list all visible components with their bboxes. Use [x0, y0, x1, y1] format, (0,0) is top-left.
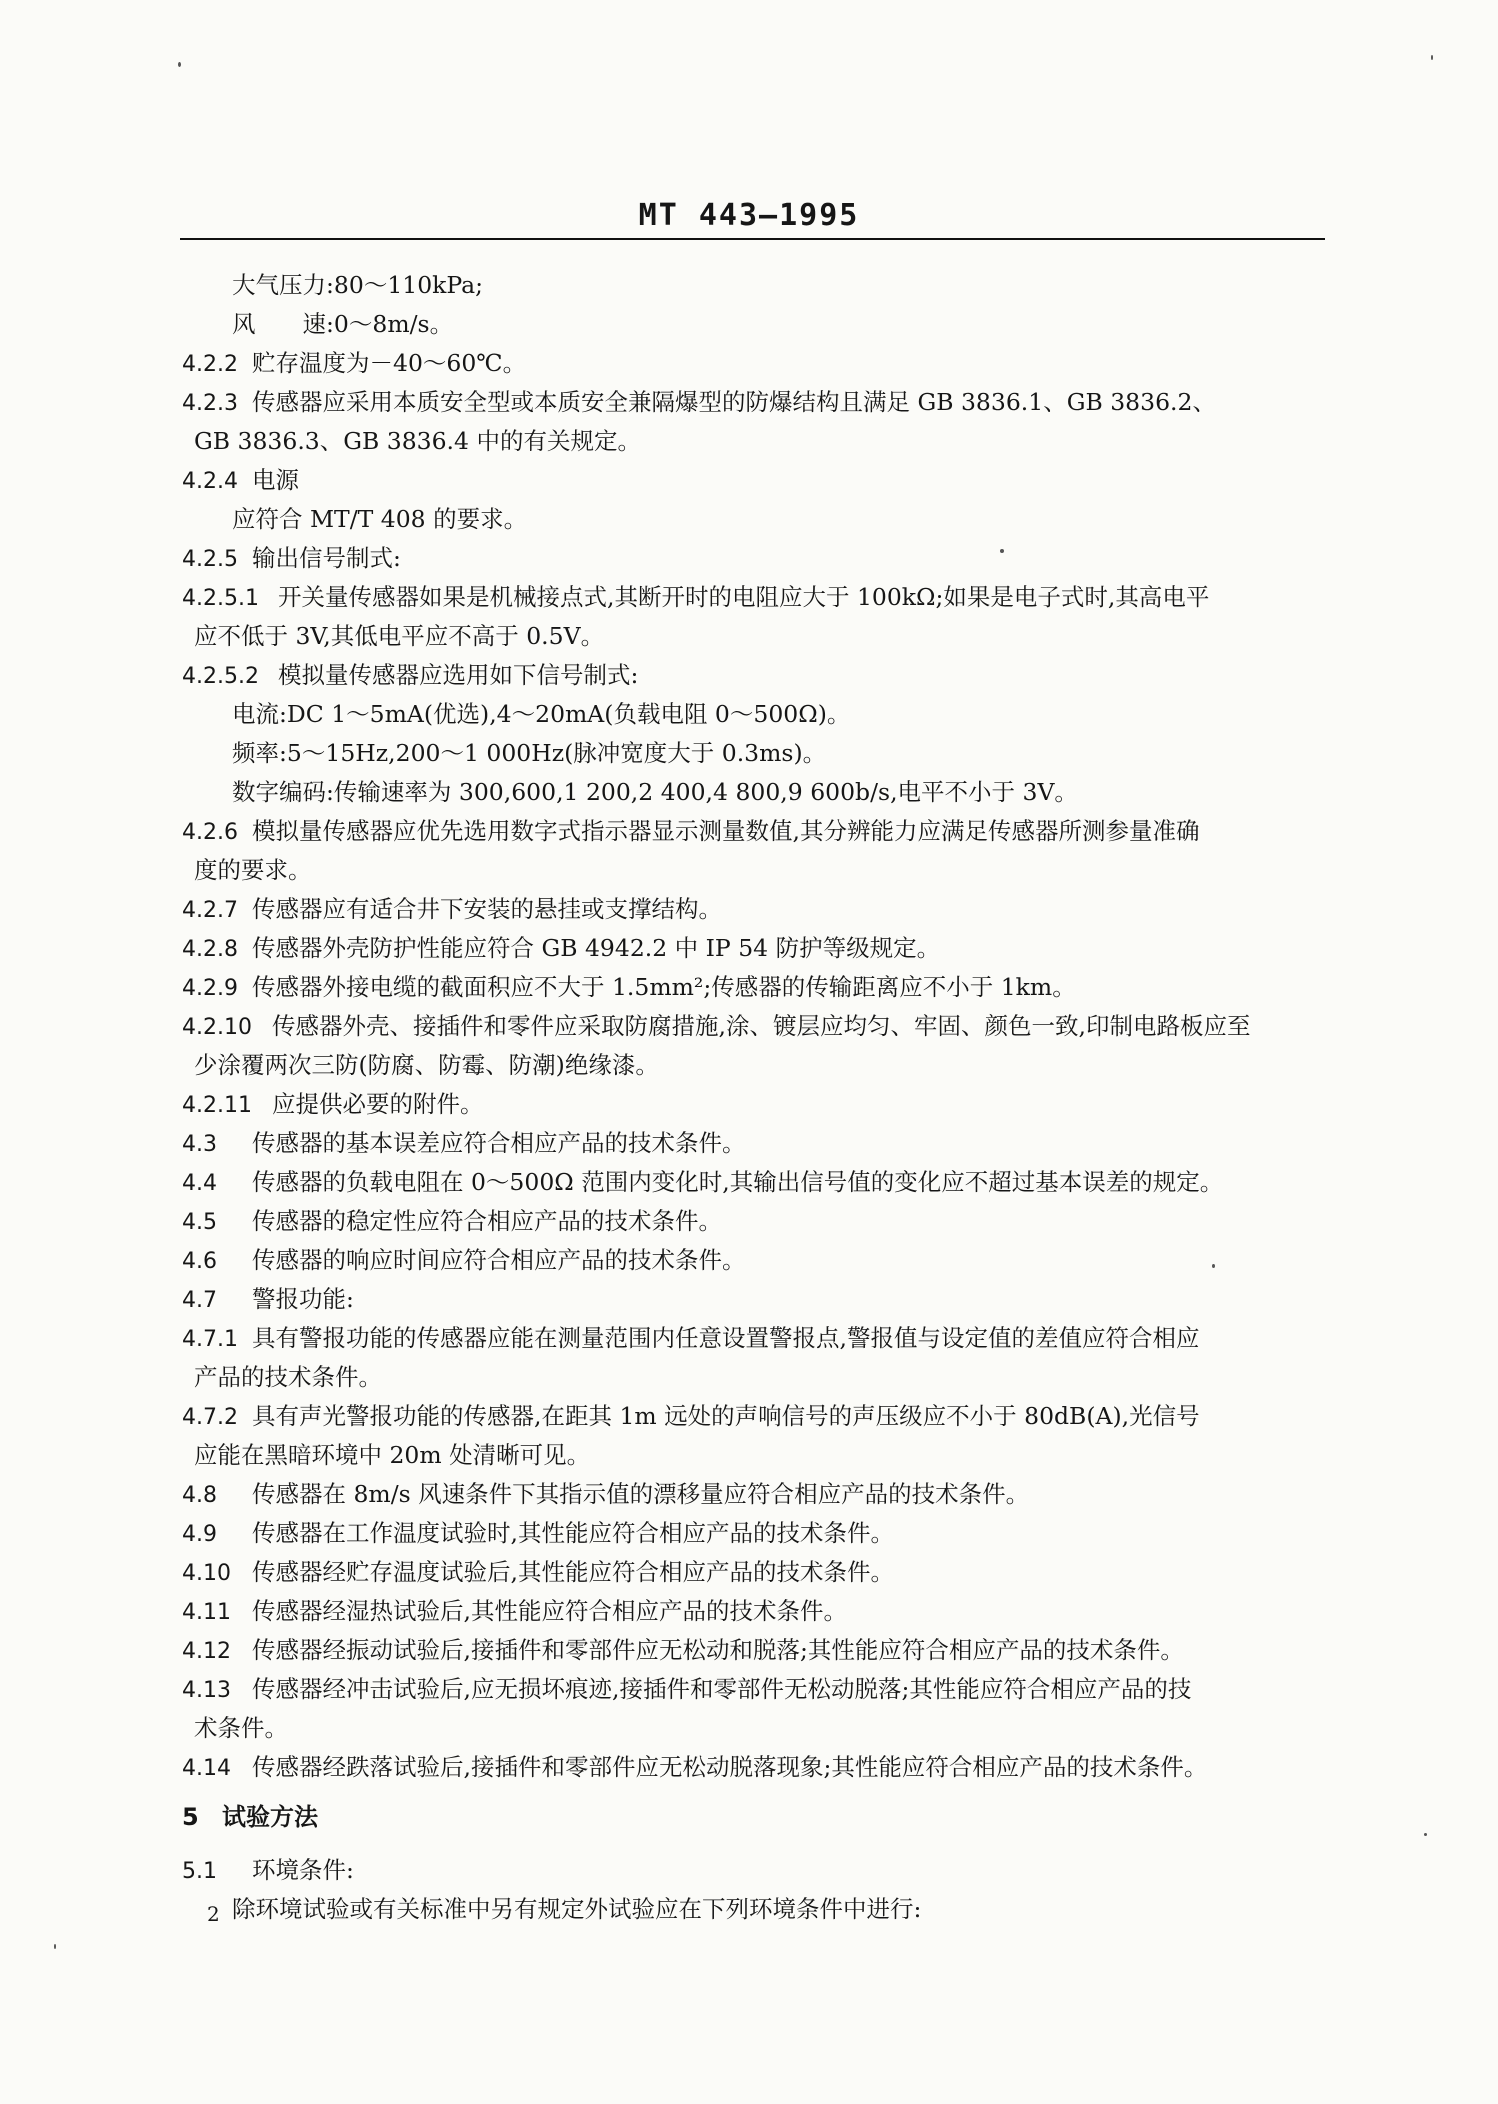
text-line: 应不低于 3V,其低电平应不高于 0.5V。: [194, 622, 605, 650]
text-line: 应符合 MT/T 408 的要求。: [232, 505, 528, 533]
standard-number-header: MT 443—1995: [638, 198, 860, 233]
clause-number: 4.2.5.2: [182, 664, 259, 689]
clause-number: 4.8: [182, 1483, 217, 1508]
clause-4-9: 4.9 传感器在工作温度试验时,其性能应符合相应产品的技术条件。: [182, 1516, 894, 1550]
clause-number: 5.1: [182, 1859, 217, 1884]
clause-4-11: 4.11 传感器经湿热试验后,其性能应符合相应产品的技术条件。: [182, 1594, 847, 1628]
clause-4-2-6: 4.2.6 模拟量传感器应优先选用数字式指示器显示测量数值,其分辨能力应满足传感器所测参量准确: [182, 814, 1199, 848]
clause-4-13: 4.13 传感器经冲击试验后,应无损坏痕迹,接插件和零部件无松动脱落;其性能应符合相应产品的技: [182, 1672, 1191, 1706]
text-line: 大气压力:80～110kPa;: [232, 271, 484, 299]
clause-4-2-5-1: 4.2.5.1 开关量传感器如果是机械接点式,其断开时的电阻应大于 100kΩ;如果是电子式时,其高电平: [182, 580, 1209, 614]
clause-4-2-4: 4.2.4 电源: [182, 463, 299, 497]
text-line: 度的要求。: [194, 856, 312, 884]
clause-number: 4.11: [182, 1600, 231, 1625]
clause-4-14: 4.14 传感器经跌落试验后,接插件和零部件应无松动脱落现象;其性能应符合相应产品的技术条件。: [182, 1750, 1207, 1784]
clause-number: 4.2.2: [182, 352, 238, 377]
clause-number: 4.6: [182, 1249, 217, 1274]
clause-4-7-2: 4.7.2 具有声光警报功能的传感器,在距其 1m 远处的声响信号的声压级应不小于 80dB(A),光信号: [182, 1399, 1200, 1433]
clause-number: 4.3: [182, 1132, 217, 1157]
clause-4-2-10: 4.2.10 传感器外壳、接插件和零件应采取防腐措施,涂、镀层应均匀、牢固、颜色一致,印制电路板应至: [182, 1009, 1250, 1043]
section-number: 5: [182, 1803, 199, 1831]
clause-number: 4.7: [182, 1288, 217, 1313]
clause-number: 4.2.11: [182, 1093, 252, 1118]
clause-4-2-7: 4.2.7 传感器应有适合井下安装的悬挂或支撑结构。: [182, 892, 722, 926]
scan-speck: [1424, 1833, 1427, 1836]
scan-speck: [1212, 1264, 1215, 1268]
text-line: 产品的技术条件。: [194, 1363, 382, 1391]
clause-5-1: 5.1 环境条件:: [182, 1853, 354, 1887]
page-number: 2: [207, 1902, 220, 1926]
clause-4-3: 4.3 传感器的基本误差应符合相应产品的技术条件。: [182, 1126, 746, 1160]
clause-number: 4.13: [182, 1678, 231, 1703]
clause-4-2-3: 4.2.3 传感器应采用本质安全型或本质安全兼隔爆型的防爆结构且满足 GB 3836.1、GB 3836.2、: [182, 385, 1216, 419]
clause-4-2-9: 4.2.9 传感器外接电缆的截面积应不大于 1.5mm²;传感器的传输距离应不小于 1km。: [182, 970, 1076, 1004]
clause-4-8: 4.8 传感器在 8m/s 风速条件下其指示值的漂移量应符合相应产品的技术条件。: [182, 1477, 1029, 1511]
clause-number: 4.14: [182, 1756, 231, 1781]
clause-number: 4.2.5: [182, 547, 238, 572]
scan-speck: [1000, 549, 1004, 553]
text-line: 频率:5～15Hz,200～1 000Hz(脉冲宽度大于 0.3ms)。: [232, 739, 827, 767]
clause-number: 4.12: [182, 1639, 231, 1664]
clause-number: 4.10: [182, 1561, 231, 1586]
clause-4-7: 4.7 警报功能:: [182, 1282, 354, 1316]
text-line: 术条件。: [194, 1714, 288, 1742]
clause-number: 4.2.3: [182, 391, 238, 416]
clause-4-10: 4.10 传感器经贮存温度试验后,其性能应符合相应产品的技术条件。: [182, 1555, 894, 1589]
clause-4-12: 4.12 传感器经振动试验后,接插件和零部件应无松动和脱落;其性能应符合相应产品的技术条件。: [182, 1633, 1184, 1667]
clause-number: 4.2.9: [182, 976, 238, 1001]
section-5-heading: 5 试验方法: [182, 1800, 318, 1834]
clause-4-4: 4.4 传感器的负载电阻在 0～500Ω 范围内变化时,其输出信号值的变化应不超过基本误差的规定。: [182, 1165, 1223, 1199]
clause-number: 4.2.6: [182, 820, 238, 845]
clause-4-5: 4.5 传感器的稳定性应符合相应产品的技术条件。: [182, 1204, 722, 1238]
text-line: 少涂覆两次三防(防腐、防霉、防潮)绝缘漆。: [194, 1051, 659, 1079]
header-rule: [180, 238, 1325, 240]
clause-4-2-5: 4.2.5 输出信号制式:: [182, 541, 401, 575]
clause-number: 4.7.1: [182, 1327, 238, 1352]
clause-4-7-1: 4.7.1 具有警报功能的传感器应能在测量范围内任意设置警报点,警报值与设定值的差值应符合相应: [182, 1321, 1199, 1355]
scan-speck: [54, 1944, 56, 1949]
text-line: 风 速:0～8m/s。: [232, 310, 454, 338]
clause-number: 4.2.10: [182, 1015, 252, 1040]
clause-number: 4.2.4: [182, 469, 238, 494]
text-line: GB 3836.3、GB 3836.4 中的有关规定。: [194, 427, 641, 455]
clause-number: 4.2.7: [182, 898, 238, 923]
clause-number: 4.5: [182, 1210, 217, 1235]
text-line: 数字编码:传输速率为 300,600,1 200,2 400,4 800,9 600b/s,电平不小于 3V。: [232, 778, 1078, 806]
scan-speck: [1431, 55, 1433, 60]
clause-4-2-5-2: 4.2.5.2 模拟量传感器应选用如下信号制式:: [182, 658, 638, 692]
clause-4-2-2: 4.2.2 贮存温度为－40～60℃。: [182, 346, 526, 380]
clause-number: 4.2.8: [182, 937, 238, 962]
clause-4-2-11: 4.2.11 应提供必要的附件。: [182, 1087, 484, 1121]
clause-4-6: 4.6 传感器的响应时间应符合相应产品的技术条件。: [182, 1243, 746, 1277]
clause-number: 4.4: [182, 1171, 217, 1196]
clause-4-2-8: 4.2.8 传感器外壳防护性能应符合 GB 4942.2 中 IP 54 防护等级规定。: [182, 931, 940, 965]
clause-number: 4.9: [182, 1522, 217, 1547]
text-line: 除环境试验或有关标准中另有规定外试验应在下列环境条件中进行:: [232, 1895, 922, 1923]
clause-number: 4.2.5.1: [182, 586, 259, 611]
clause-number: 4.7.2: [182, 1405, 238, 1430]
text-line: 电流:DC 1～5mA(优选),4～20mA(负载电阻 0～500Ω)。: [232, 700, 851, 728]
text-line: 应能在黑暗环境中 20m 处清晰可见。: [194, 1441, 591, 1469]
scan-speck: [178, 62, 181, 67]
